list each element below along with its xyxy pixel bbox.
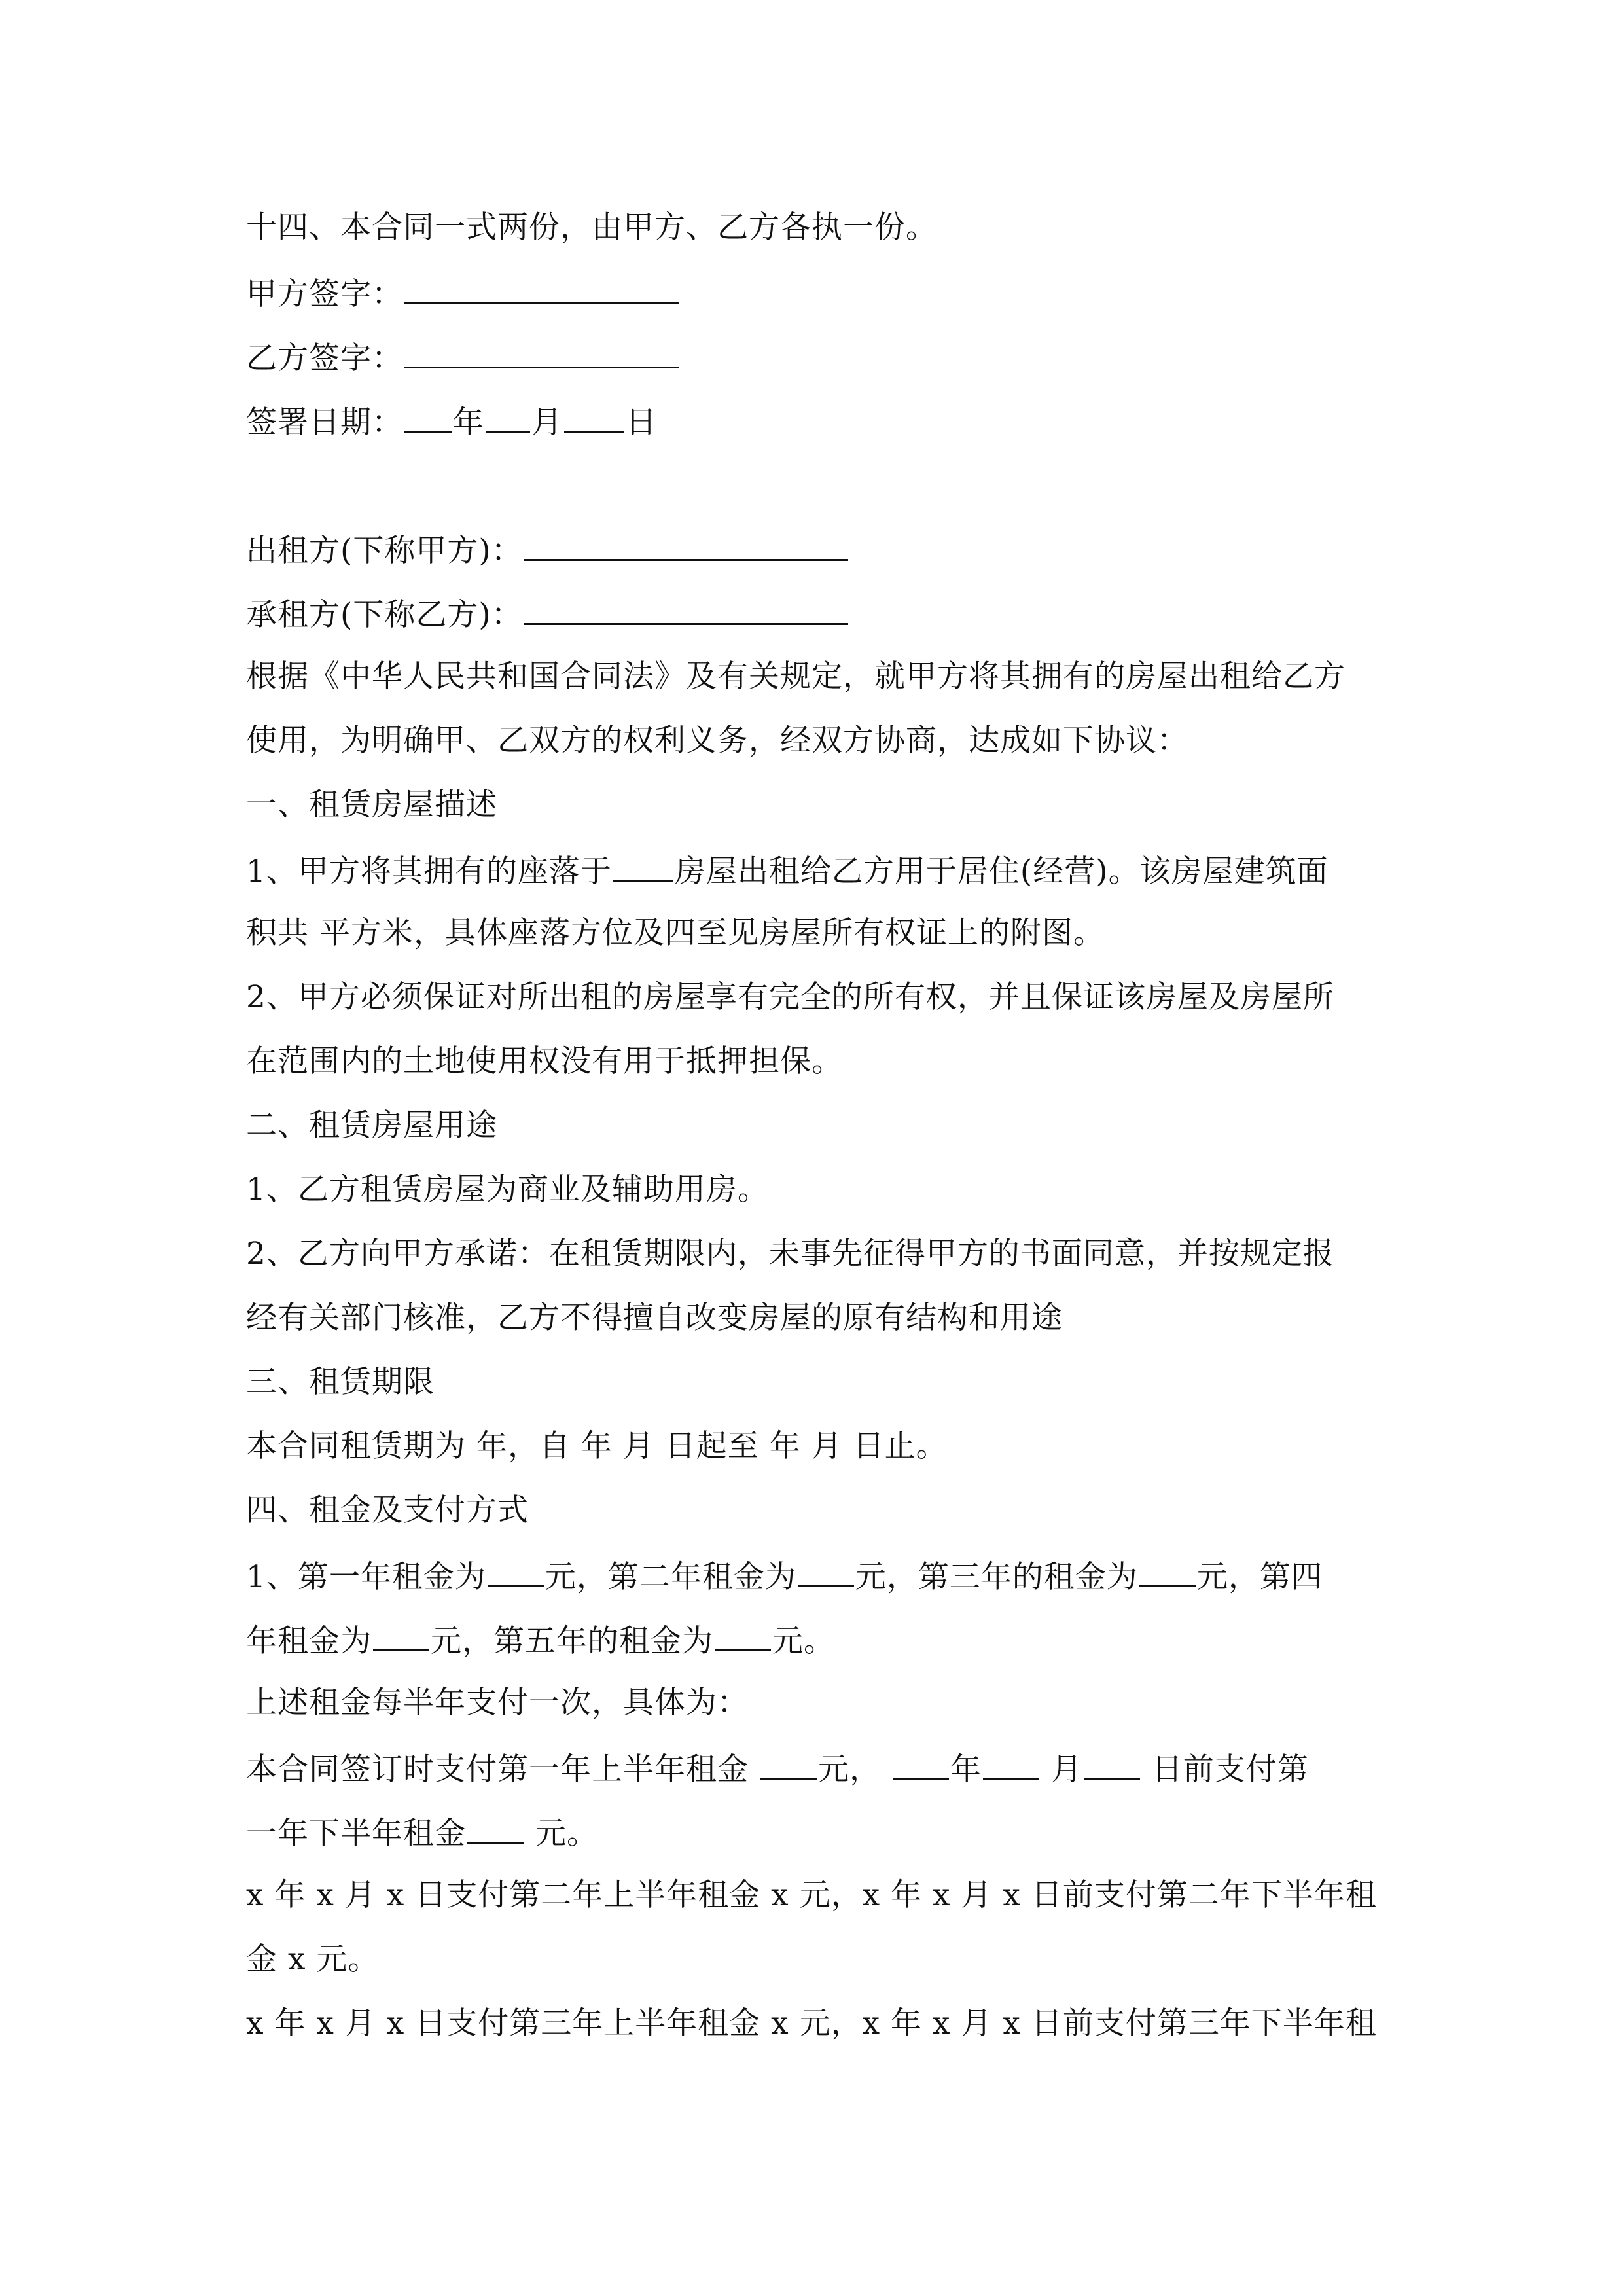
sign-year-blank <box>404 401 452 433</box>
first-half-rent-blank <box>760 1748 817 1780</box>
s2-item-2-line-1-text: 2、乙方向甲方承诺：在租赁期限内，未事先征得甲方的书面同意，并按规定报 <box>246 1236 1334 1272</box>
s4-payment-intro-text: 上述租金每半年支付一次，具体为： <box>246 1685 749 1721</box>
s4-payment-intro <box>246 1683 1385 1723</box>
s2-item-1 <box>246 1170 1385 1210</box>
s3-text-body: 本合同租赁期为 年，自 年 月 日起至 年 月 日止。 <box>246 1428 948 1464</box>
s4-item-1-line-1 <box>246 1555 1385 1594</box>
rent-year-4-blank <box>373 1619 429 1651</box>
s4-pay-1-line-2 <box>246 1812 1385 1851</box>
pay-day-blank <box>1084 1748 1140 1780</box>
s4-item-1-a: 1、第一年租金为 <box>246 1559 486 1595</box>
intro-text-1: 根据《中华人民共和国合同法》及有关规定，就甲方将其拥有的房屋出租给乙方 <box>246 658 1346 694</box>
section-2-title-text: 二、租赁房屋用途 <box>246 1107 497 1143</box>
s4-pay-1-line-2-a: 一年下半年租金 <box>246 1816 466 1852</box>
year-char: 年 <box>453 404 484 440</box>
party-b-signature-blank <box>404 336 679 368</box>
s1-item-2-line-2 <box>246 1042 1385 1081</box>
rent-year-2-blank <box>798 1555 854 1587</box>
s2-item-2-line-1 <box>246 1234 1385 1274</box>
sign-date-line <box>246 401 1385 440</box>
section-2-title <box>246 1106 1385 1145</box>
s4-item-1-b: 元，第二年租金为 <box>544 1559 796 1595</box>
day-char: 日 <box>626 404 657 440</box>
s1-item-1-part-a: 1、甲方将其拥有的座落于 <box>246 853 612 889</box>
s4-pay-1-b: 元， <box>817 1751 891 1787</box>
s1-item-1-part-b: 房屋出租给乙方用于居住(经营)。该房屋建筑面 <box>674 853 1329 889</box>
clause-14-text: 十四、本合同一式两份，由甲方、乙方各执一份。 <box>246 209 937 245</box>
section-4-title <box>246 1491 1385 1530</box>
sign-day-blank <box>564 401 624 433</box>
lessor-blank <box>524 529 848 561</box>
section-4-title-text: 四、租金及支付方式 <box>246 1492 529 1528</box>
s4-pay-1-line-2-b: 元。 <box>525 1816 598 1852</box>
lessor-label: 出租方(下称甲方)： <box>246 533 523 569</box>
section-3-title <box>246 1363 1385 1402</box>
s1-item-1-line-2-text: 积共 平方米，具体座落方位及四至见房屋所有权证上的附图。 <box>246 915 1105 951</box>
s4-pay-1-line-1 <box>246 1748 1385 1787</box>
s4-item-1-c: 元，第三年的租金为 <box>855 1559 1138 1595</box>
s1-item-2-line-2-text: 在范围内的土地使用权没有用于抵押担保。 <box>246 1043 843 1079</box>
s4-pay-2-line-1 <box>246 1876 1385 1915</box>
s1-item-2-line-1 <box>246 978 1385 1017</box>
s4-pay-2-line-2 <box>246 1940 1385 1979</box>
section-3-title-text: 三、租赁期限 <box>246 1364 435 1400</box>
lessee-line <box>246 593 1385 632</box>
s4-pay-3-line-1 <box>246 2004 1385 2043</box>
party-b-signature-label: 乙方签字： <box>246 340 403 376</box>
s4-pay-2-line-1-text: x 年 x 月 x 日支付第二年上半年租金 x 元，x 年 x 月 x 日前支付第二年下半年租 <box>246 1877 1377 1913</box>
rent-year-1-blank <box>488 1555 544 1587</box>
pay-year-blank <box>893 1748 949 1780</box>
month-char: 月 <box>531 404 563 440</box>
pay-month-blank <box>983 1748 1039 1780</box>
party-a-signature-line <box>246 272 1385 312</box>
second-half-rent-blank <box>467 1812 524 1844</box>
rent-year-5-blank <box>715 1619 771 1651</box>
party-a-signature-label: 甲方签字： <box>246 276 403 312</box>
party-b-signature-line <box>246 336 1385 376</box>
s4-item-1-d: 元，第四 <box>1196 1559 1323 1595</box>
party-a-signature-blank <box>404 272 679 304</box>
section-1-title <box>246 785 1385 825</box>
intro-text-2: 使用，为明确甲、乙双方的权利义务，经双方协商，达成如下协议： <box>246 723 1188 759</box>
s4-item-1-e: 年租金为 <box>246 1623 372 1659</box>
s4-pay-3-line-1-text: x 年 x 月 x 日支付第三年上半年租金 x 元，x 年 x 月 x 日前支付第三年下半年租 <box>246 2005 1377 2041</box>
sign-month-blank <box>486 401 530 433</box>
s2-item-1-text: 1、乙方租赁房屋为商业及辅助用房。 <box>246 1172 769 1208</box>
s4-pay-2-line-2-text: 金 x 元。 <box>246 1941 380 1977</box>
s1-item-2-line-1-text: 2、甲方必须保证对所出租的房屋享有完全的所有权，并且保证该房屋及房屋所 <box>246 979 1334 1015</box>
intro-line-1 <box>246 657 1385 696</box>
intro-line-2 <box>246 721 1385 761</box>
s4-item-1-g: 元。 <box>772 1623 835 1659</box>
s4-pay-1-a: 本合同签订时支付第一年上半年租金 <box>246 1751 759 1787</box>
s4-pay-1-e: 日前支付第 <box>1141 1751 1309 1787</box>
clause-14 <box>246 208 1385 247</box>
s4-item-1-line-2 <box>246 1619 1385 1659</box>
rent-year-3-blank <box>1139 1555 1196 1587</box>
s4-pay-1-c: 年 <box>950 1751 982 1787</box>
s2-item-2-line-2-text: 经有关部门核准，乙方不得擅自改变房屋的原有结构和用途 <box>246 1300 1063 1336</box>
s4-pay-1-d: 月 <box>1040 1751 1082 1787</box>
s3-text <box>246 1427 1385 1466</box>
lessee-blank <box>524 593 848 625</box>
s1-item-1-line-1 <box>246 850 1385 889</box>
sign-date-label: 签署日期： <box>246 404 403 440</box>
s1-item-1-line-2 <box>246 914 1385 953</box>
s4-item-1-f: 元，第五年的租金为 <box>431 1623 713 1659</box>
lessee-label: 承租方(下称乙方)： <box>246 597 523 633</box>
section-1-title-text: 一、租赁房屋描述 <box>246 787 497 823</box>
location-blank <box>613 850 673 882</box>
lessor-line <box>246 529 1385 568</box>
s2-item-2-line-2 <box>246 1299 1385 1338</box>
